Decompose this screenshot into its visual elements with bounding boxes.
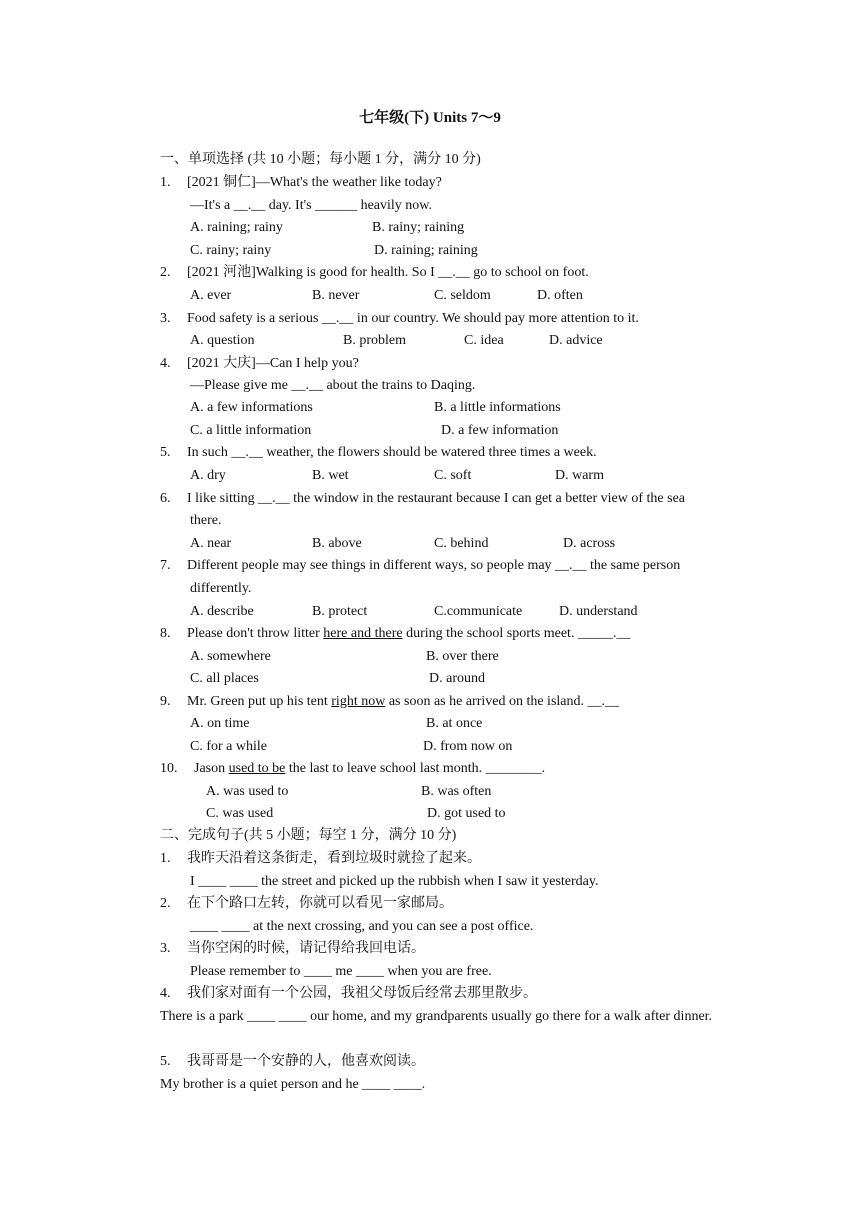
underlined-phrase: here and there — [323, 626, 403, 641]
question-number: 9. — [160, 694, 171, 709]
question-number: 1. — [160, 175, 171, 190]
english-sentence: I ____ ____ the street and picked up the rubbish when I saw it yesterday. — [190, 874, 599, 889]
option-b: B. was often — [421, 784, 492, 799]
option-c: C. rainy; rainy — [190, 243, 272, 258]
question-stem: Food safety is a serious __.__ in our country. We should pay more attention to it. — [187, 311, 639, 326]
option-a: A. question — [190, 333, 255, 348]
question-stem: In such __.__ weather, the flowers should be watered three times a week. — [187, 445, 597, 460]
question-stem-line2: there. — [190, 513, 222, 528]
option-b: B. over there — [426, 649, 499, 664]
english-sentence: There is a park ____ ____ our home, and my grandparents usually go there for a walk after dinner. — [160, 1009, 713, 1024]
question-stem: Mr. Green put up his tent right now as soon as he arrived on the island. __.__ — [187, 694, 620, 709]
item-number: 1. — [160, 851, 171, 866]
underlined-phrase: used to be — [228, 761, 286, 776]
underlined-phrase: right now — [331, 694, 386, 709]
option-b: B. at once — [426, 716, 483, 731]
option-d: D. around — [429, 671, 485, 686]
option-b: B. rainy; raining — [372, 220, 465, 235]
option-c: C. was used — [206, 806, 274, 821]
chinese-prompt: 我昨天沿着这条街走，看到垃圾时就捡了起来。 — [187, 851, 481, 866]
option-b: B. a little informations — [434, 400, 561, 415]
option-b: B. wet — [312, 468, 349, 483]
question-number: 4. — [160, 356, 171, 371]
chinese-prompt: 在下个路口左转，你就可以看见一家邮局。 — [187, 896, 453, 911]
item-number: 2. — [160, 896, 171, 911]
option-a: A. raining; rainy — [190, 220, 283, 235]
section1-heading: 一、单项选择 (共 10 小题；每小题 1 分，满分 10 分) — [160, 152, 481, 167]
question-number: 3. — [160, 311, 171, 326]
question-stem: [2021 河池]Walking is good for health. So I __.__ go to school on foot. — [187, 265, 589, 280]
option-d: D. from now on — [423, 739, 513, 754]
english-sentence: Please remember to ____ me ____ when you are free. — [190, 964, 492, 979]
option-c: C. soft — [434, 468, 472, 483]
question-stem: [2021 大庆]—Can I help you? — [187, 356, 359, 371]
question-number: 8. — [160, 626, 171, 641]
option-d: D. understand — [559, 604, 638, 619]
option-c: C. behind — [434, 536, 489, 551]
option-b: B. never — [312, 288, 360, 303]
option-a: A. describe — [190, 604, 254, 619]
question-stem: Please don't throw litter here and there during the school sports meet. _____.__ — [187, 626, 631, 641]
option-d: D. got used to — [427, 806, 506, 821]
question-number: 7. — [160, 558, 171, 573]
page-title: 七年级(下) Units 7～9 — [359, 110, 501, 126]
option-d: D. raining; raining — [374, 243, 478, 258]
question-number: 2. — [160, 265, 171, 280]
option-a: A. was used to — [206, 784, 289, 799]
item-number: 4. — [160, 986, 171, 1001]
option-d: D. advice — [549, 333, 603, 348]
question-stem: Jason used to be the last to leave school last month. ________. — [194, 761, 546, 776]
option-d: D. across — [563, 536, 616, 551]
question-stem: I like sitting __.__ the window in the restaurant because I can get a better view of the sea — [187, 491, 685, 506]
section2-heading: 二、完成句子(共 5 小题；每空 1 分，满分 10 分) — [160, 828, 457, 843]
option-c: C. for a while — [190, 739, 267, 754]
item-number: 5. — [160, 1054, 171, 1069]
option-b: B. above — [312, 536, 362, 551]
chinese-prompt: 我们家对面有一个公园，我祖父母饭后经常去那里散步。 — [187, 986, 537, 1001]
question-number: 5. — [160, 445, 171, 460]
option-a: A. near — [190, 536, 232, 551]
item-number: 3. — [160, 941, 171, 956]
question-stem: [2021 铜仁]—What's the weather like today? — [187, 175, 442, 190]
option-a: A. on time — [190, 716, 250, 731]
english-sentence: ____ ____ at the next crossing, and you can see a post office. — [190, 919, 534, 934]
option-c: C. seldom — [434, 288, 491, 303]
question-stem-line2: differently. — [190, 581, 252, 596]
option-a: A. somewhere — [190, 649, 271, 664]
option-b: B. problem — [343, 333, 406, 348]
option-c: C. idea — [464, 333, 504, 348]
english-sentence: My brother is a quiet person and he ____ ____. — [160, 1077, 426, 1092]
chinese-prompt: 当你空闲的时候，请记得给我回电话。 — [187, 941, 425, 956]
question-stem-line2: —It's a __.__ day. It's ______ heavily now. — [190, 198, 432, 213]
option-c: C.communicate — [434, 604, 523, 619]
option-a: A. ever — [190, 288, 232, 303]
option-a: A. dry — [190, 468, 226, 483]
option-b: B. protect — [312, 604, 368, 619]
option-d: D. warm — [555, 468, 604, 483]
question-number: 10. — [160, 761, 178, 776]
option-c: C. all places — [190, 671, 259, 686]
chinese-prompt: 我哥哥是一个安静的人，他喜欢阅读。 — [187, 1054, 425, 1069]
option-d: D. often — [537, 288, 583, 303]
question-stem: Different people may see things in different ways, so people may __.__ the same person — [187, 558, 681, 573]
option-d: D. a few information — [441, 423, 559, 438]
option-c: C. a little information — [190, 423, 312, 438]
question-stem-line2: —Please give me __.__ about the trains to Daqing. — [190, 378, 476, 393]
option-a: A. a few informations — [190, 400, 313, 415]
question-number: 6. — [160, 491, 171, 506]
